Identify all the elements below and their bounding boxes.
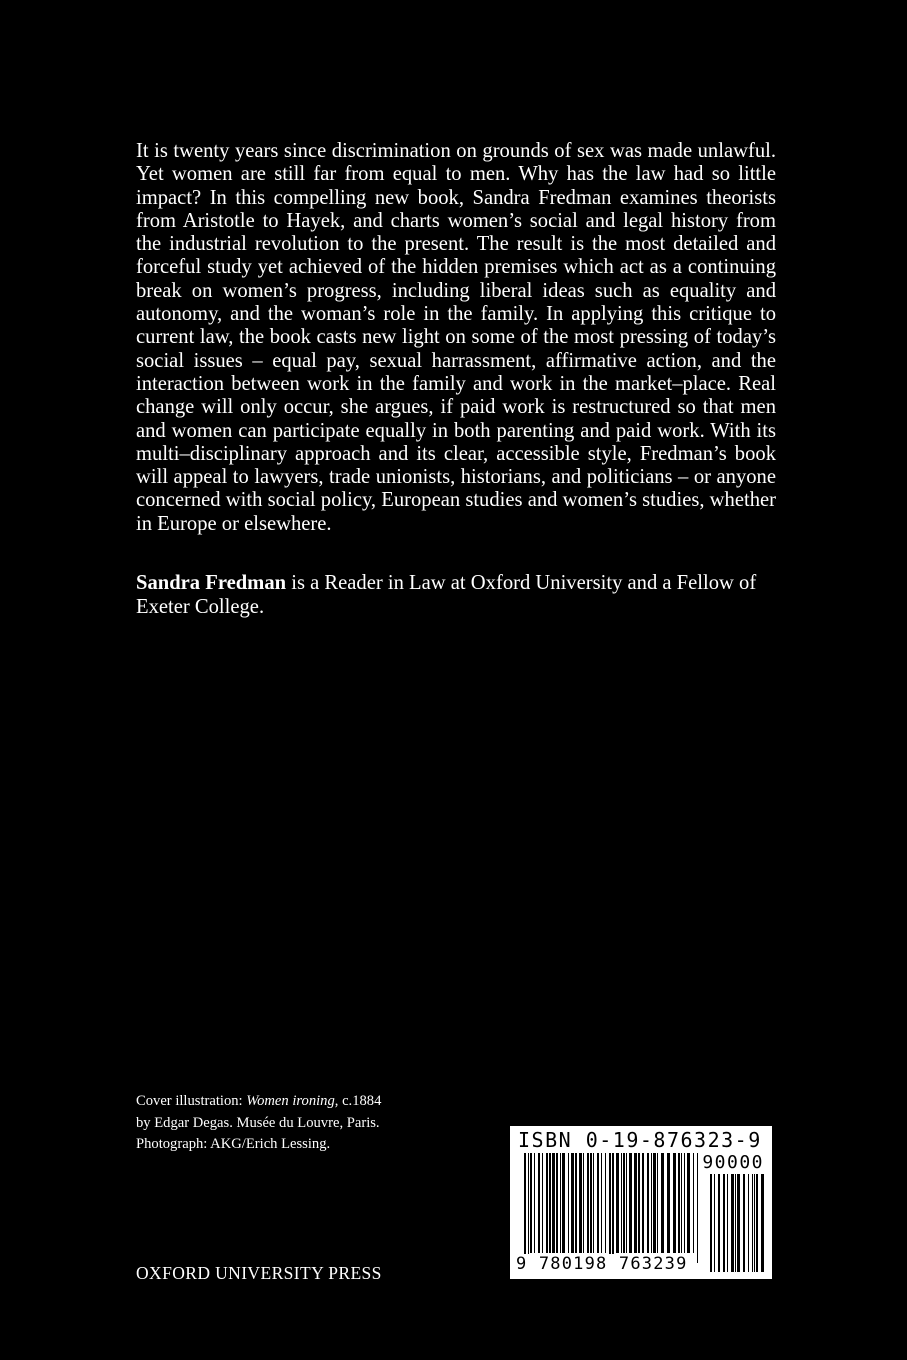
price-addon-code: 90000	[702, 1152, 764, 1173]
barcode-bar	[530, 1153, 532, 1253]
barcode-bar	[549, 1153, 551, 1253]
addon-bar	[727, 1174, 728, 1272]
barcode-bar	[697, 1153, 698, 1263]
addon-bar	[723, 1174, 725, 1272]
barcode-bar	[609, 1153, 611, 1263]
barcode-bar	[587, 1153, 589, 1253]
cover-credit-line1	[136, 1091, 466, 1113]
addon-bar	[761, 1174, 764, 1272]
barcode-bar	[590, 1153, 592, 1253]
barcode-bar	[657, 1153, 658, 1253]
barcode-bar	[568, 1153, 569, 1253]
barcode-bar	[571, 1153, 574, 1253]
barcode-bar	[534, 1153, 535, 1253]
author-bio	[136, 572, 781, 619]
barcode-bar	[681, 1153, 682, 1253]
barcode-bar	[593, 1153, 594, 1253]
addon-bar	[731, 1174, 734, 1272]
cover-artwork-title: Women ironing	[246, 1093, 335, 1109]
barcode-bar	[556, 1153, 558, 1253]
barcode-bar	[552, 1153, 555, 1253]
barcode-block	[510, 1126, 772, 1279]
barcode-bar	[621, 1153, 622, 1253]
barcode-bar	[601, 1153, 602, 1253]
barcode-bar	[562, 1153, 565, 1253]
cover-credit	[136, 1091, 466, 1156]
barcode-bar	[647, 1153, 649, 1253]
ean-number: 9 780198 763239	[516, 1254, 688, 1274]
barcode-bar	[626, 1153, 627, 1253]
addon-bar	[743, 1174, 745, 1272]
blurb-text: It is twenty years since discrimination on grounds of sex was made unlawful. Yet women are still far from equal to men. Why has the law had so little impact? In this compelling new book, Sandra Fredman examines theorists from Aristotle to Hayek, and charts women’s social and legal history from the industrial revolution to the present. The result is the most detailed and forceful study yet achieved of the hidden premises which act as a continuing break on women’s progress, including liberal ideas such as equality and autonomy, and the woman’s role in the family. In applying this critique to current law, the book casts new light on some of the most pressing of today’s social issues – equal pay, sexual harrassment, affirmative action, and the interaction between work in the family and work in the market–place. Real change will only occur, she argues, if paid work is restructured so that men and women can participate equally in both parenting and paid work. With its multi–disciplinary approach and its clear, accessible style, Fredman’s book will appeal to lawyers, trade unionists, historians, and politicians – or anyone concerned with social policy, European studies and women’s studies, whether in Europe or elsewhere.	[136, 140, 776, 535]
barcode-bar	[538, 1153, 540, 1253]
author-bio-text: is a Reader in Law at Oxford University and a Fellow of Exeter College.	[136, 572, 757, 618]
cover-credit-line3: Photograph: AKG/Erich Lessing.	[136, 1136, 331, 1152]
addon-bar	[737, 1174, 740, 1272]
addon-bar	[710, 1174, 712, 1272]
barcode-bar	[546, 1153, 548, 1253]
barcode-bar	[673, 1153, 676, 1253]
blurb	[136, 140, 776, 536]
cover-artwork-date: , c.1884	[334, 1093, 382, 1109]
barcode-bar	[629, 1153, 632, 1253]
barcode-bar	[661, 1153, 664, 1253]
barcode-bar	[542, 1153, 543, 1253]
barcode-bar	[579, 1153, 582, 1253]
barcode-bar	[597, 1153, 599, 1253]
barcode-bar	[528, 1153, 529, 1263]
barcode-bar	[667, 1153, 670, 1253]
barcode-bar	[583, 1153, 584, 1253]
publisher-name: OXFORD UNIVERSITY PRESS	[136, 1263, 382, 1283]
barcode-bar	[687, 1153, 690, 1253]
addon-bar	[748, 1174, 749, 1272]
barcode-bar	[612, 1153, 614, 1263]
barcode-bar	[524, 1153, 526, 1263]
barcode-bar	[616, 1153, 619, 1253]
addon-bar	[754, 1174, 755, 1272]
isbn-label: ISBN 0-19-876323-9	[518, 1128, 762, 1152]
cover-credit-prefix: Cover illustration:	[136, 1093, 247, 1109]
barcode-bar	[653, 1153, 656, 1253]
addon-bar	[756, 1174, 758, 1272]
cover-credit-line2: by Edgar Degas. Musée du Louvre, Paris.	[136, 1114, 380, 1131]
addon-bar	[752, 1174, 753, 1272]
barcode-bar	[605, 1153, 606, 1253]
barcode-bar	[642, 1153, 644, 1253]
author-name: Sandra Fredman	[136, 572, 287, 594]
barcode-bar	[693, 1153, 694, 1253]
barcode-bar	[575, 1153, 577, 1253]
barcode-bar	[651, 1153, 652, 1253]
barcode-bar	[684, 1153, 685, 1253]
addon-bar	[735, 1174, 736, 1272]
addon-bar	[714, 1174, 715, 1272]
barcode-bar	[623, 1153, 625, 1253]
barcode-bar	[638, 1153, 640, 1253]
barcode-bar	[634, 1153, 637, 1253]
barcode-bar	[678, 1153, 680, 1253]
addon-bar	[718, 1174, 720, 1272]
barcode-bar	[560, 1153, 561, 1253]
